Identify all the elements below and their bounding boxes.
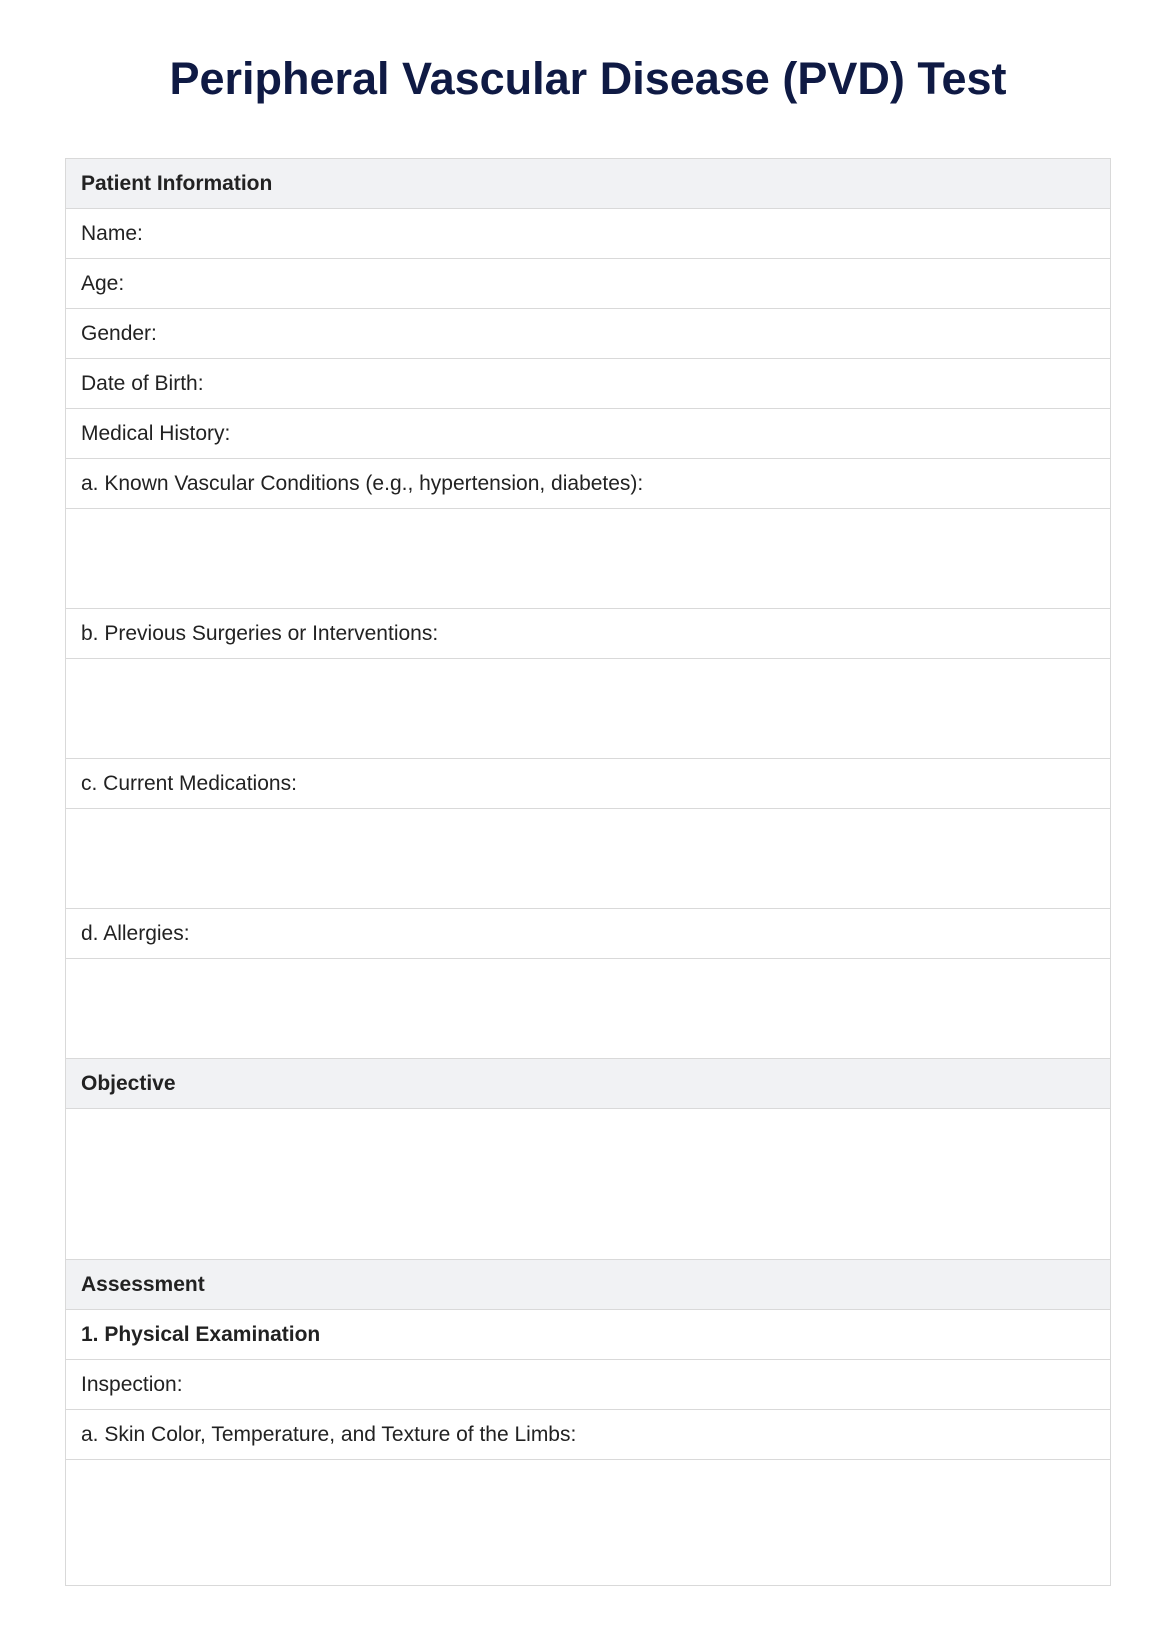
previous-surgeries-label: b. Previous Surgeries or Interventions: <box>66 609 1110 659</box>
medical-history-label: Medical History: <box>66 409 1110 459</box>
physical-examination-heading: 1. Physical Examination <box>66 1310 1110 1360</box>
current-medications-label: c. Current Medications: <box>66 759 1110 809</box>
gender-field[interactable]: Gender: <box>66 309 1110 359</box>
section-header-objective: Objective <box>66 1059 1110 1109</box>
name-field[interactable]: Name: <box>66 209 1110 259</box>
date-of-birth-field[interactable]: Date of Birth: <box>66 359 1110 409</box>
inspection-label: Inspection: <box>66 1360 1110 1410</box>
section-header-assessment: Assessment <box>66 1260 1110 1310</box>
current-medications-field[interactable] <box>66 809 1110 909</box>
objective-field[interactable] <box>66 1109 1110 1260</box>
allergies-field[interactable] <box>66 959 1110 1059</box>
age-field[interactable]: Age: <box>66 259 1110 309</box>
section-header-patient-information: Patient Information <box>66 159 1110 209</box>
previous-surgeries-field[interactable] <box>66 659 1110 759</box>
known-vascular-conditions-field[interactable] <box>66 509 1110 609</box>
page-title: Peripheral Vascular Disease (PVD) Test <box>169 53 1007 104</box>
skin-color-temperature-texture-label: a. Skin Color, Temperature, and Texture of the Limbs: <box>66 1410 1110 1460</box>
pvd-form-table <box>65 158 1111 1586</box>
allergies-label: d. Allergies: <box>66 909 1110 959</box>
skin-color-temperature-texture-field[interactable] <box>66 1460 1110 1585</box>
known-vascular-conditions-label: a. Known Vascular Conditions (e.g., hypertension, diabetes): <box>66 459 1110 509</box>
